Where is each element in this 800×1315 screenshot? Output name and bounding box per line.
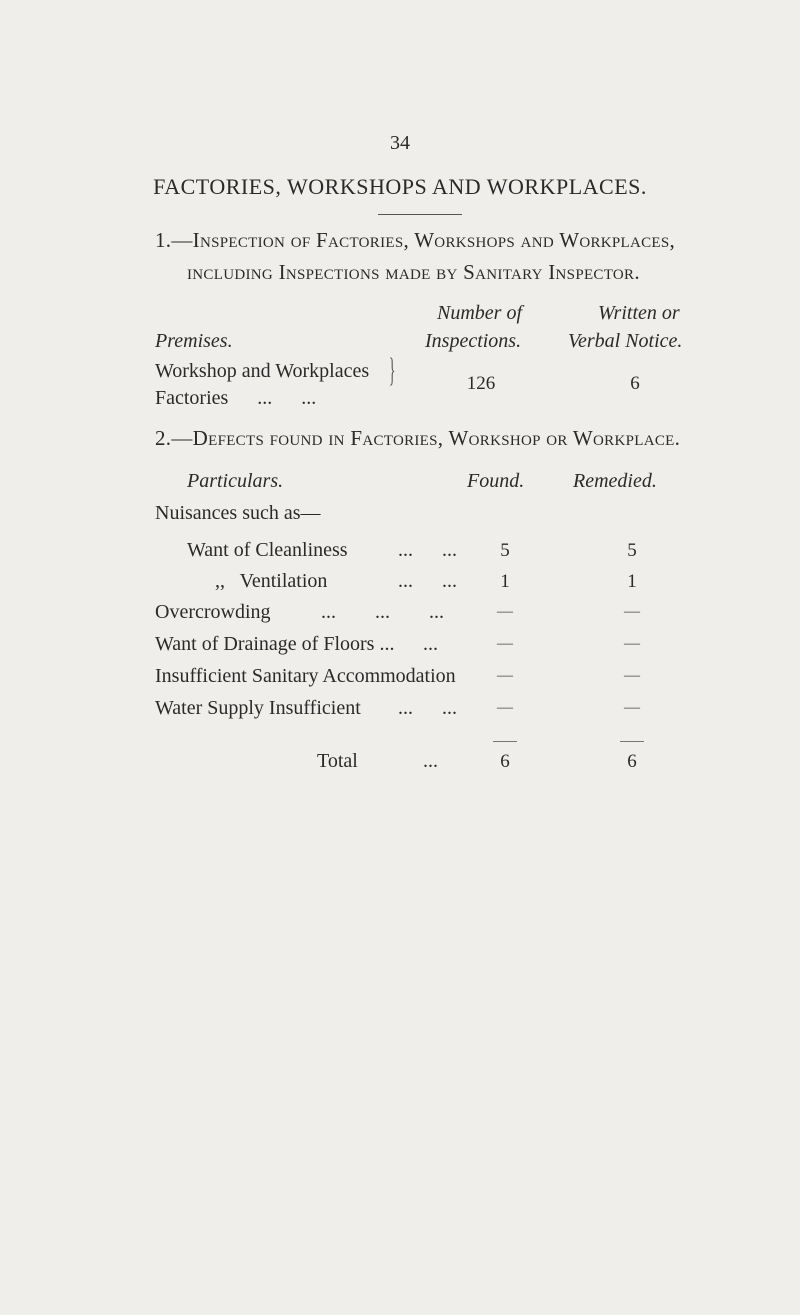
col-remedied: Remedied. (573, 470, 657, 492)
section2-heading: 2.—Defects found in Factories, Workshop or Workplace. (155, 426, 681, 450)
section1-heading-line1: 1.—Inspection of Factories, Workshops and Workplaces, (155, 228, 676, 252)
col-found: Found. (467, 470, 525, 492)
col-notice-line1: Written or (598, 302, 680, 324)
brace-icon: } (388, 352, 396, 389)
defect-label: Overcrowding (155, 601, 271, 623)
total-leader: ... (423, 750, 438, 772)
defect-found: — (497, 699, 513, 716)
defect-label: Want of Drainage of Floors ... (155, 633, 395, 655)
defect-label: ,, Ventilation (215, 570, 328, 592)
premises-row-factories-label: Factories ... ... (155, 387, 317, 409)
defect-leader: ... ... (398, 539, 457, 561)
defect-label: Insufficient Sanitary Accommodation (155, 665, 456, 687)
page-number: 34 (390, 132, 410, 154)
defect-leader: ... ... (398, 570, 457, 592)
defect-remedied: — (624, 699, 640, 716)
page-title: FACTORIES, WORKSHOPS AND WORKPLACES. (153, 174, 647, 199)
defect-found: — (497, 635, 513, 652)
defect-label: Want of Cleanliness (187, 539, 348, 561)
defect-found: — (497, 667, 513, 684)
defect-remedied: — (624, 635, 640, 652)
notices-value: 6 (630, 373, 640, 394)
total-rule-found (493, 741, 517, 742)
defect-found: — (497, 603, 513, 620)
premises-row-workshop: Workshop and Workplaces (155, 360, 370, 382)
defect-leader: ... (423, 633, 438, 655)
defect-leader: ... ... ... (321, 601, 444, 623)
defect-label: Water Supply Insufficient (155, 697, 361, 719)
total-label: Total (317, 750, 358, 772)
nuisances-intro: Nuisances such as— (155, 502, 321, 524)
defect-found: 1 (500, 571, 510, 592)
col-particulars: Particulars. (187, 470, 284, 492)
defect-remedied: 5 (627, 540, 637, 561)
defect-remedied: — (624, 667, 640, 684)
col-inspections-line1: Number of (437, 302, 522, 324)
premises-row-factories (155, 387, 377, 410)
defect-remedied: — (624, 603, 640, 620)
title-divider (378, 214, 462, 215)
inspections-value: 126 (466, 373, 496, 394)
section1-heading-line2: including Inspections made by Sanitary Inspector. (187, 260, 640, 284)
total-rule-remedied (620, 741, 644, 742)
total-found: 6 (500, 751, 510, 772)
col-inspections-line2: Inspections. (425, 330, 522, 352)
col-premises: Premises. (155, 330, 233, 352)
defect-found: 5 (500, 540, 510, 561)
defect-leader: ... ... (398, 697, 457, 719)
defect-remedied: 1 (627, 571, 637, 592)
total-remedied: 6 (627, 751, 637, 772)
col-notice-line2: Verbal Notice. (568, 330, 683, 352)
